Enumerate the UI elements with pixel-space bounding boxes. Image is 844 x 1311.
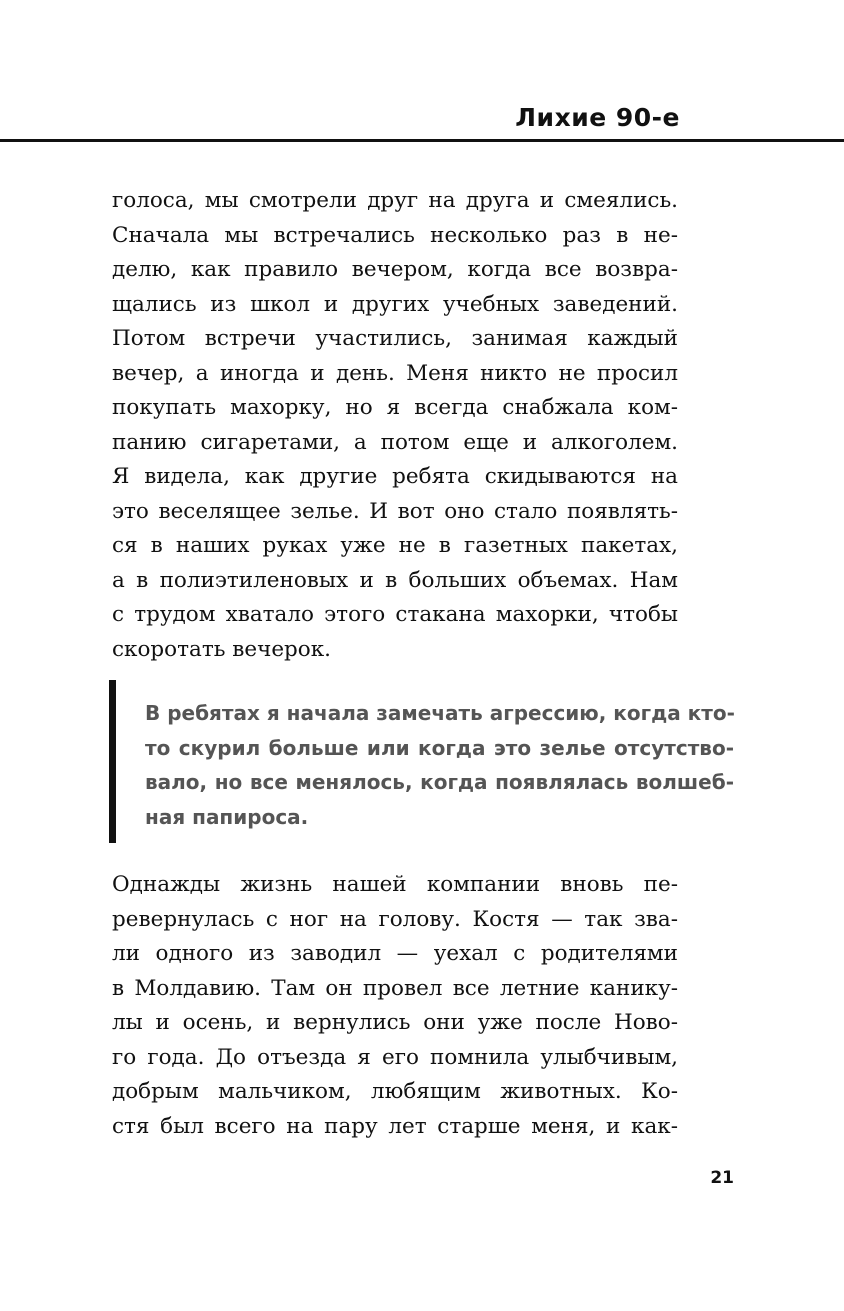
text-line: Потом встречи участились, занимая каждый (112, 326, 678, 351)
text-line: добрым мальчиком, любящим животных. Ко- (112, 1079, 678, 1104)
text-line: делю, как правило вечером, когда все возвра- (112, 257, 678, 282)
text-line: покупать махорку, но я всегда снабжала ком- (112, 395, 678, 420)
quote-line: ная папироса. (145, 804, 309, 829)
text-line: ся в наших руках уже не в газетных пакетах, (112, 533, 678, 558)
paragraph-1 (112, 184, 678, 667)
pull-quote (145, 696, 734, 834)
pull-quote-bar (109, 680, 116, 843)
text-line: ли одного из заводил — уехал с родителями (112, 941, 678, 966)
text-line: панию сигаретами, а потом еще и алкоголем. (112, 429, 678, 455)
text-line: Сначала мы встречались несколько раз в не- (112, 222, 678, 248)
text-line: с трудом хватало этого стакана махорки, чтобы (112, 602, 678, 627)
text-line: а в полиэтиленовых и в больших объемах. Нам (112, 567, 678, 593)
quote-line: вало, но все менялось, когда появлялась волшеб- (145, 770, 734, 794)
text-line: щались из школ и других учебных заведений. (112, 291, 678, 317)
quote-line: В ребятах я начала замечать агрессию, когда кто- (145, 701, 735, 725)
text-line: го года. До отъезда я его помнила улыбчивым, (112, 1044, 678, 1070)
text-line: Однажды жизнь нашей компании вновь пе- (112, 872, 678, 897)
running-head: Лихие 90-е (515, 103, 680, 132)
text-line: в Молдавию. Там он провел все летние канику- (112, 975, 678, 1001)
text-line: стя был всего на пару лет старше меня, и как- (112, 1113, 678, 1139)
text-line: голоса, мы смотрели друг на друга и смеялись. (112, 188, 678, 213)
text-line: скоротать вечерок. (112, 636, 332, 662)
text-line: Я видела, как другие ребята скидываются на (112, 464, 678, 489)
header-rule (0, 139, 844, 142)
page-number: 21 (710, 1168, 734, 1188)
text-line: вечер, а иногда и день. Меня никто не просил (112, 360, 678, 386)
text-line: лы и осень, и вернулись они уже после Ново- (112, 1010, 678, 1035)
paragraph-2 (112, 868, 678, 1144)
text-line: это веселящее зелье. И вот оно стало появлять- (112, 498, 678, 524)
text-line: ревернулась с ног на голову. Костя — так зва- (112, 906, 678, 932)
quote-line: то скурил больше или когда это зелье отсутство- (145, 735, 734, 760)
